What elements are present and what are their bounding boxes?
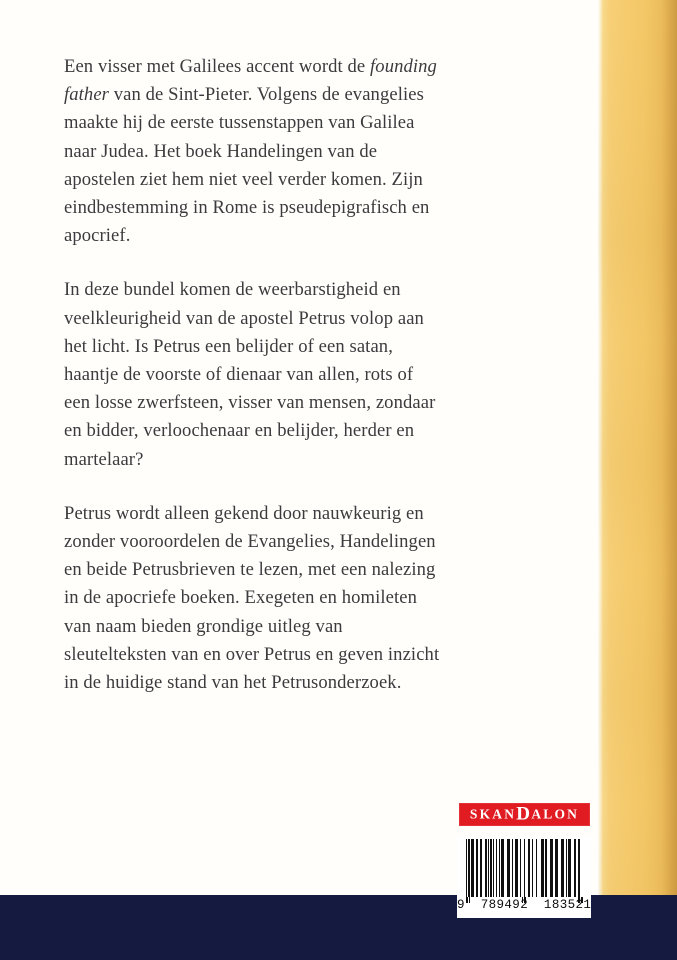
blurb-paragraph-1 <box>64 53 444 250</box>
publisher-logo-text <box>470 805 579 824</box>
barcode-bars <box>466 839 582 897</box>
publisher-name-initial: D <box>516 803 532 825</box>
publisher-logo-skandalon <box>459 803 590 826</box>
isbn-number: 9 789492 183521 <box>457 898 592 912</box>
isbn-barcode <box>457 836 591 918</box>
blurb-paragraph-1-tail: van de Sint-Pieter. Volgens de evangelies maakte hij de eerste tussenstappen van Galilea naar Judea. Het boek Handelingen van de apostelen ziet hem niet veel verder komen. Zijn eindbestemming in Rome is pseudepigrafisch en apocrief. <box>64 84 430 247</box>
blurb-paragraph-1-italic-phrase: founding father <box>64 56 437 106</box>
publisher-name-part-1: SKAN <box>469 806 517 822</box>
blurb-paragraph-3: Petrus wordt alleen gekend door nauwkeurig en zonder vooroordelen de Evangelies, Handelingen en beide Petrusbrieven te lezen, met een nalezing in de apocriefe boeken. Exegeten en homileten van naam bieden grondige uitleg van sleutelteksten van en over Petrus en geven inzicht in de huidige stand van het Petrusonderzoek. <box>64 502 440 694</box>
blurb-text-block <box>64 53 444 697</box>
spine-gold-strip <box>598 0 677 896</box>
publisher-name-part-2: ALON <box>531 806 580 822</box>
spine-shadow-edge <box>661 0 677 896</box>
blurb-paragraph-1-lead: Een visser met Galilees accent wordt de <box>64 56 371 77</box>
spine-texture-overlay <box>598 0 677 896</box>
blurb-paragraph-2: In deze bundel komen de weerbarstigheid en veelkleurigheid van de apostel Petrus volop aan het licht. Is Petrus een belijder of een satan, haantje de voorste of dienaar van allen, rots of een losse zwerfsteen, visser van mensen, zondaar en bidder, verloochenaar en belijder, herder en martelaar? <box>64 279 436 470</box>
